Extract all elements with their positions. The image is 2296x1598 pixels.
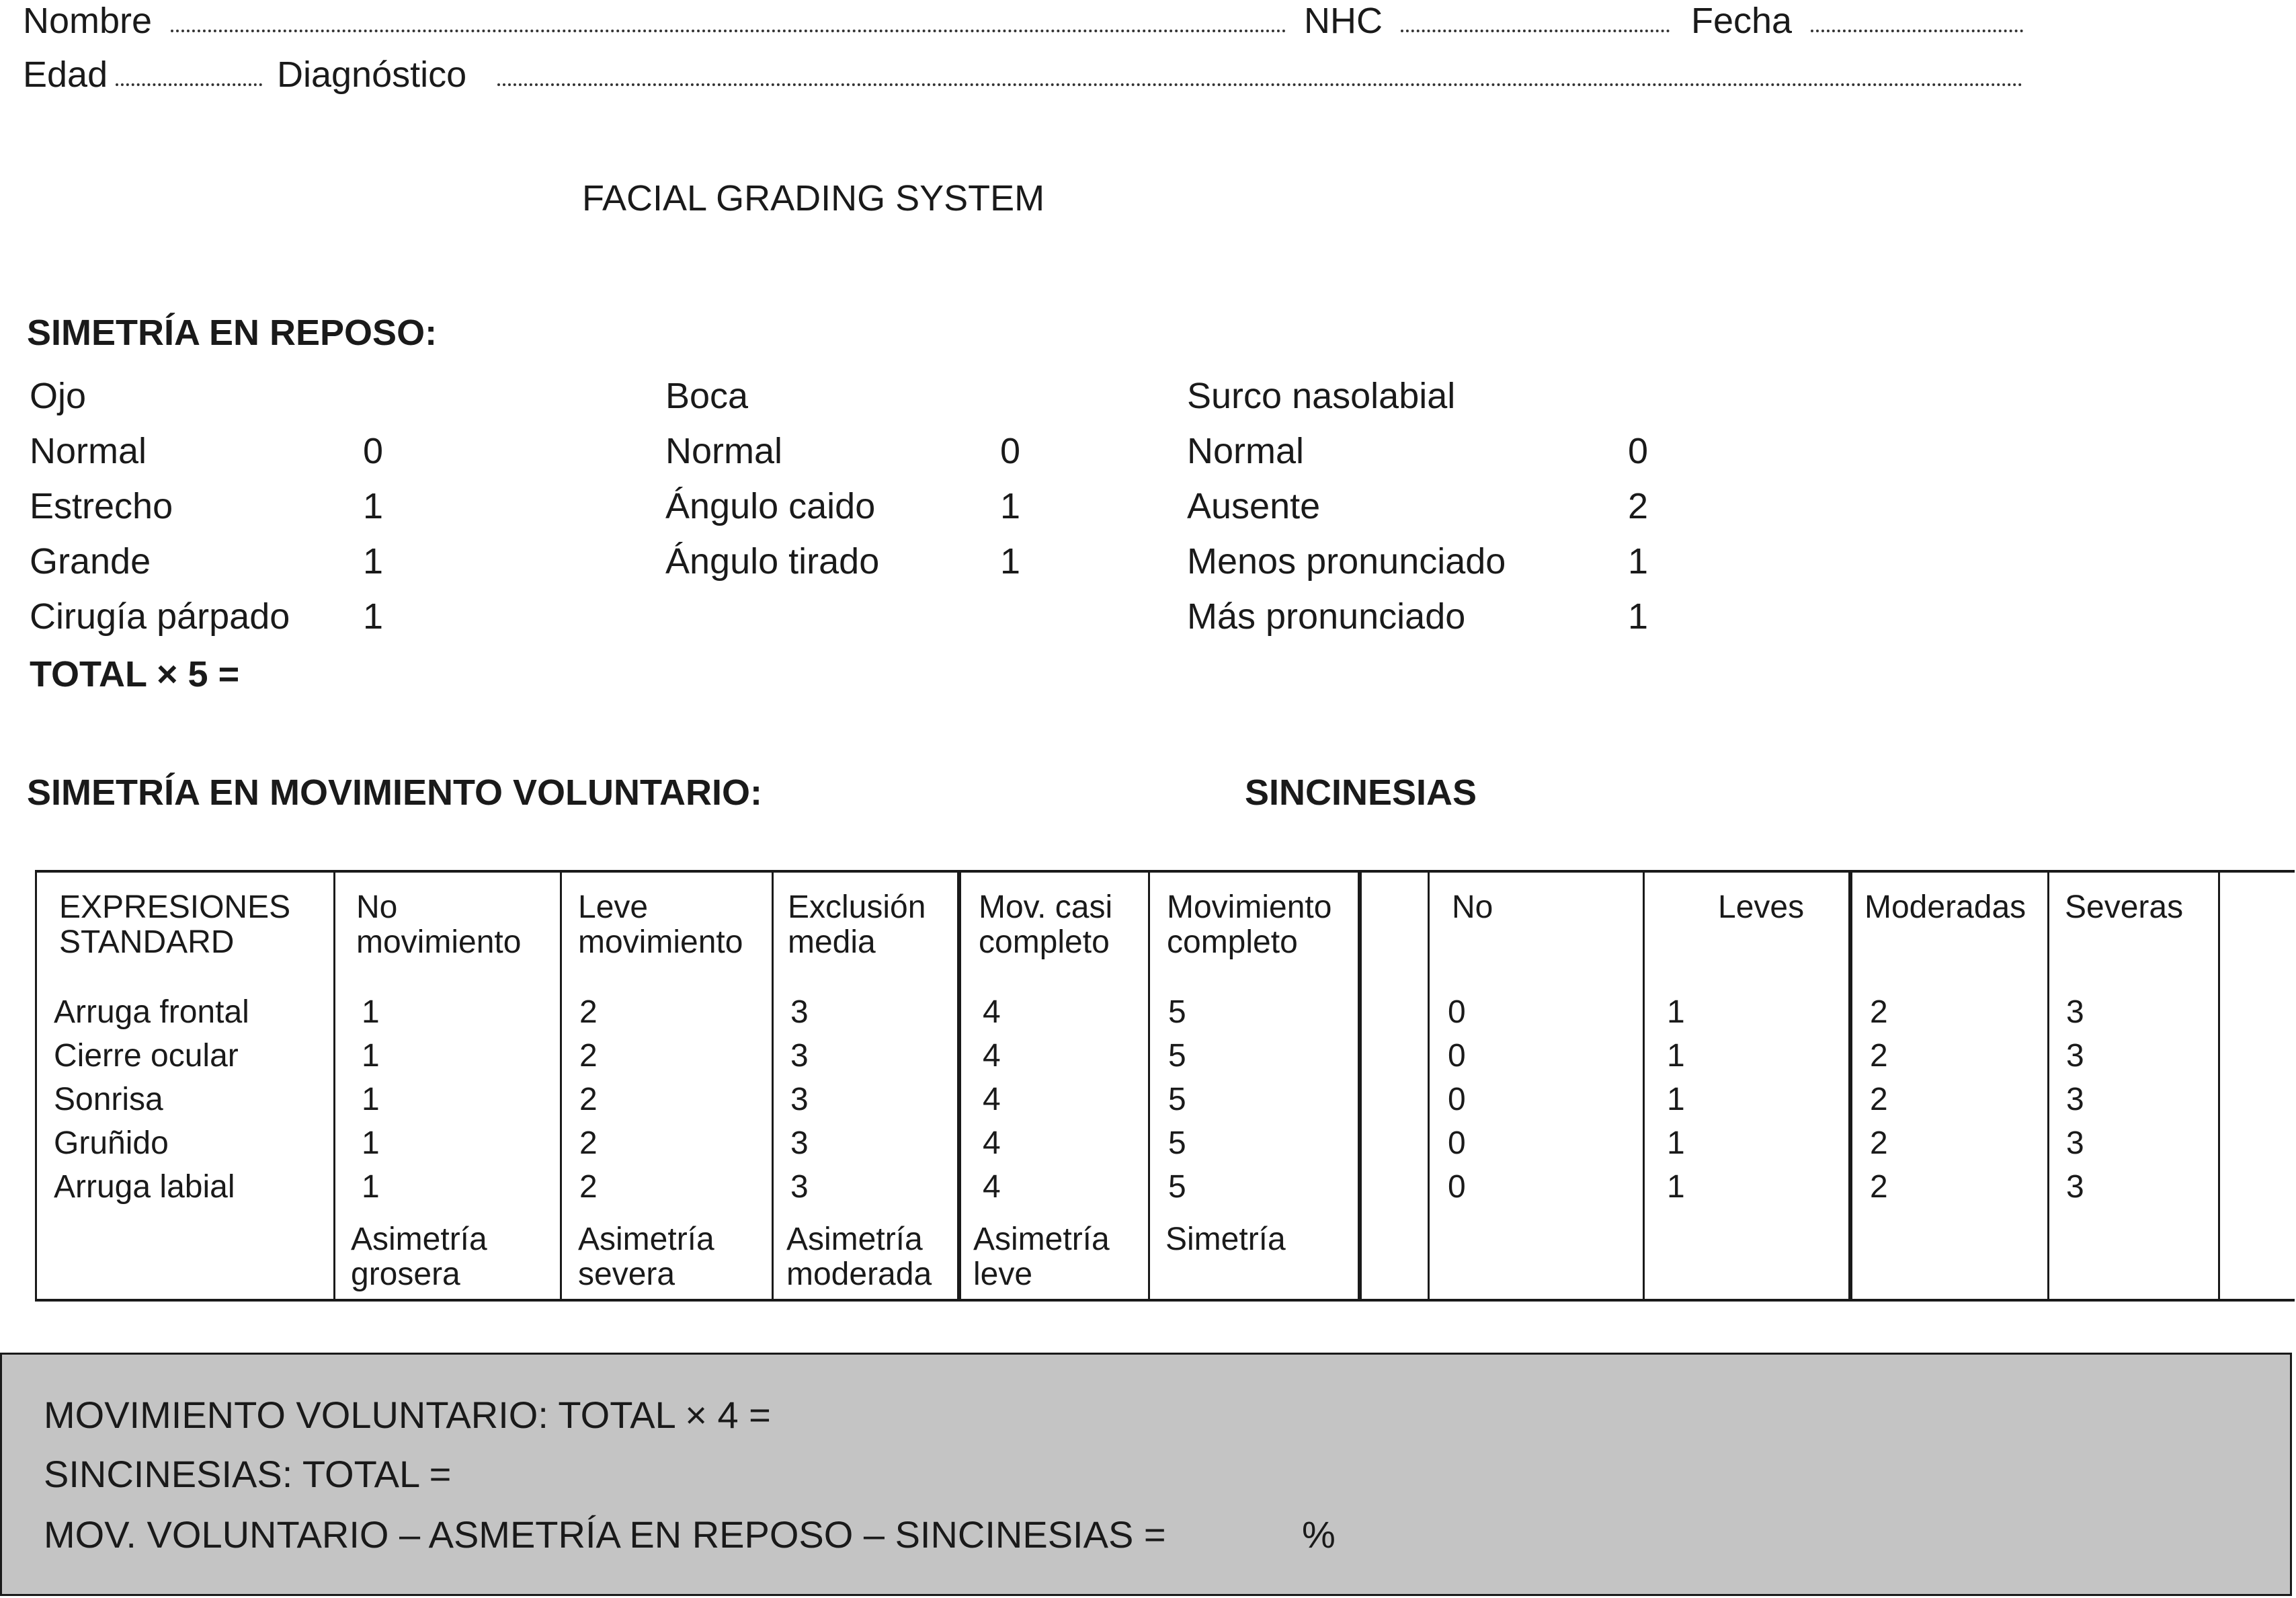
boca-item-score: 1 (1000, 486, 1021, 526)
synkinesis-score[interactable]: 3 (2066, 1125, 2084, 1161)
footer-severe-asymmetry: Asimetría severa (578, 1222, 714, 1292)
table-border-bottom (35, 1299, 2295, 1302)
movement-score[interactable]: 5 (1168, 1169, 1186, 1205)
table-divider (1643, 870, 1645, 1302)
movement-score[interactable]: 1 (362, 1169, 380, 1205)
movement-score[interactable]: 5 (1168, 1125, 1186, 1161)
movement-score[interactable]: 3 (790, 1169, 809, 1205)
nhc-label: NHC (1304, 1, 1383, 41)
summary-voluntary-total: MOVIMIENTO VOLUNTARIO: TOTAL × 4 = (44, 1394, 771, 1436)
table-divider (2218, 870, 2220, 1302)
movement-score[interactable]: 2 (579, 1169, 598, 1205)
summary-synkinesis-total: SINCINESIAS: TOTAL = (44, 1453, 452, 1495)
surco-item-label: Ausente (1187, 486, 1321, 526)
edad-field[interactable] (116, 83, 262, 86)
table-divider (772, 870, 774, 1302)
fecha-field[interactable] (1811, 30, 2023, 32)
synkinesis-score[interactable]: 1 (1667, 994, 1685, 1030)
surco-item-score: 1 (1628, 596, 1649, 637)
synkinesis-score[interactable]: 3 (2066, 1038, 2084, 1074)
grading-table (35, 870, 2295, 1302)
movement-score[interactable]: 3 (790, 1082, 809, 1117)
synkinesis-score[interactable]: 0 (1448, 1169, 1466, 1205)
col-header-syn-moderate: Moderadas (1864, 889, 2026, 925)
movement-score[interactable]: 4 (983, 1169, 1001, 1205)
synkinesis-score[interactable]: 2 (1870, 1082, 1888, 1117)
synkinesis-score[interactable]: 0 (1448, 1082, 1466, 1117)
table-divider (2047, 870, 2049, 1302)
footer-moderate-asymmetry: Asimetría moderada (786, 1222, 932, 1292)
synkinesis-heading: SINCINESIAS (1245, 772, 1477, 813)
movement-score[interactable]: 4 (983, 1125, 1001, 1161)
nombre-label: Nombre (23, 1, 153, 41)
footer-symmetry: Simetría (1165, 1222, 1286, 1257)
synkinesis-score[interactable]: 2 (1870, 1038, 1888, 1074)
ojo-item-score: 1 (363, 541, 384, 582)
ojo-item-label: Normal (30, 431, 147, 471)
synkinesis-score[interactable]: 1 (1667, 1038, 1685, 1074)
footer-gross-asymmetry: Asimetría grosera (351, 1222, 487, 1292)
diagnostico-label: Diagnóstico (277, 54, 467, 95)
synkinesis-score[interactable]: 1 (1667, 1169, 1685, 1205)
group-boca-title: Boca (665, 376, 749, 416)
ojo-item-score: 1 (363, 596, 384, 637)
surco-item-label: Menos pronunciado (1187, 541, 1506, 582)
diagnostico-field[interactable] (497, 83, 2023, 86)
table-divider (1148, 870, 1150, 1302)
nombre-field[interactable] (171, 30, 1286, 32)
fecha-label: Fecha (1691, 1, 1793, 41)
table-divider (957, 870, 961, 1302)
table-divider (1358, 870, 1362, 1302)
synkinesis-score[interactable]: 0 (1448, 994, 1466, 1030)
col-header-syn-mild: Leves (1718, 889, 1805, 925)
expression-label: Arruga labial (54, 1169, 235, 1205)
synkinesis-score[interactable]: 3 (2066, 994, 2084, 1030)
voluntary-heading: SIMETRÍA EN MOVIMIENTO VOLUNTARIO: (27, 772, 763, 813)
summary-percent: % (1302, 1513, 1336, 1556)
movement-score[interactable]: 4 (983, 1038, 1001, 1074)
rest-total: TOTAL × 5 = (30, 654, 240, 694)
group-surco-title: Surco nasolabial (1187, 376, 1456, 416)
boca-item-label: Ángulo caido (665, 486, 876, 526)
movement-score[interactable]: 4 (983, 1082, 1001, 1117)
summary-composite-formula: MOV. VOLUNTARIO – ASMETRÍA EN REPOSO – SINCINESIAS = (44, 1513, 1166, 1556)
boca-item-label: Ángulo tirado (665, 541, 880, 582)
ojo-item-score: 1 (363, 486, 384, 526)
movement-score[interactable]: 4 (983, 994, 1001, 1030)
movement-score[interactable]: 3 (790, 1038, 809, 1074)
ojo-item-label: Cirugía párpado (30, 596, 290, 637)
surco-item-label: Más pronunciado (1187, 596, 1466, 637)
surco-item-label: Normal (1187, 431, 1305, 471)
edad-label: Edad (23, 54, 108, 95)
ojo-item-score: 0 (363, 431, 384, 471)
synkinesis-score[interactable]: 2 (1870, 994, 1888, 1030)
col-header-syn-no: No (1452, 889, 1493, 925)
ojo-item-label: Estrecho (30, 486, 173, 526)
movement-score[interactable]: 1 (362, 994, 380, 1030)
table-border-top (35, 870, 2295, 873)
col-header-mid-excursion: Exclusión media (788, 889, 926, 960)
page-title: FACIAL GRADING SYSTEM (582, 178, 1045, 218)
synkinesis-score[interactable]: 1 (1667, 1125, 1685, 1161)
col-header-slight-movement: Leve movimiento (578, 889, 743, 960)
surco-item-score: 0 (1628, 431, 1649, 471)
table-divider (35, 870, 37, 1302)
expression-label: Arruga frontal (54, 994, 249, 1030)
summary-box (0, 1353, 2292, 1596)
movement-score[interactable]: 5 (1168, 1082, 1186, 1117)
group-ojo-title: Ojo (30, 376, 87, 416)
boca-item-score: 1 (1000, 541, 1021, 582)
footer-mild-asymmetry: Asimetría leve (973, 1222, 1110, 1292)
movement-score[interactable]: 5 (1168, 1038, 1186, 1074)
movement-score[interactable]: 2 (579, 994, 598, 1030)
expression-label: Cierre ocular (54, 1038, 239, 1074)
col-header-syn-severe: Severas (2065, 889, 2184, 925)
surco-item-score: 1 (1628, 541, 1649, 582)
synkinesis-score[interactable]: 3 (2066, 1082, 2084, 1117)
movement-score[interactable]: 3 (790, 994, 809, 1030)
movement-score[interactable]: 1 (362, 1125, 380, 1161)
table-divider (1428, 870, 1430, 1302)
synkinesis-score[interactable]: 1 (1667, 1082, 1685, 1117)
synkinesis-score[interactable]: 0 (1448, 1125, 1466, 1161)
col-header-complete: Movimiento completo (1167, 889, 1332, 960)
rest-heading: SIMETRÍA EN REPOSO: (27, 313, 438, 353)
movement-score[interactable]: 1 (362, 1038, 380, 1074)
movement-score[interactable]: 3 (790, 1125, 809, 1161)
col-header-almost-complete: Mov. casi completo (979, 889, 1113, 960)
movement-score[interactable]: 2 (579, 1082, 598, 1117)
expression-label: Sonrisa (54, 1082, 163, 1117)
movement-score[interactable]: 2 (579, 1038, 598, 1074)
table-divider (560, 870, 562, 1302)
synkinesis-score[interactable]: 2 (1870, 1169, 1888, 1205)
synkinesis-score[interactable]: 0 (1448, 1038, 1466, 1074)
movement-score[interactable]: 1 (362, 1082, 380, 1117)
col-header-expressions: EXPRESIONES STANDARD (59, 889, 291, 960)
surco-item-score: 2 (1628, 486, 1649, 526)
boca-item-score: 0 (1000, 431, 1021, 471)
expression-label: Gruñido (54, 1125, 169, 1161)
nhc-field[interactable] (1401, 30, 1670, 32)
table-divider (1848, 870, 1852, 1302)
table-divider (333, 870, 335, 1302)
boca-item-label: Normal (665, 431, 783, 471)
synkinesis-score[interactable]: 2 (1870, 1125, 1888, 1161)
movement-score[interactable]: 5 (1168, 994, 1186, 1030)
ojo-item-label: Grande (30, 541, 151, 582)
movement-score[interactable]: 2 (579, 1125, 598, 1161)
col-header-no-movement: No movimiento (356, 889, 522, 960)
synkinesis-score[interactable]: 3 (2066, 1169, 2084, 1205)
